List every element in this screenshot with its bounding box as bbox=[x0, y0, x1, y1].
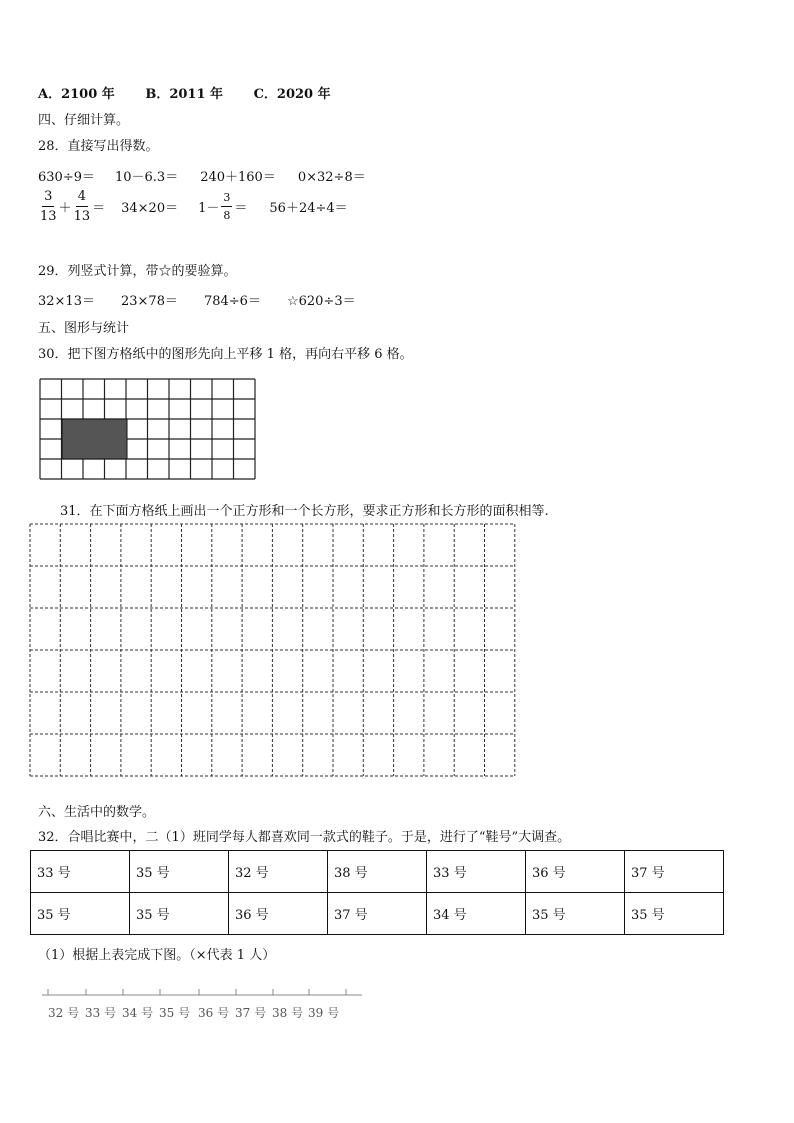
q32-title: 32．合唱比赛中，二（1）班同学每人都喜欢同一款式的鞋子。于是，进行了“鞋号”大调查。 bbox=[38, 830, 571, 845]
section-5-title: 五、图形与统计 bbox=[38, 321, 130, 336]
table-cell: 35 号 bbox=[130, 851, 229, 893]
calc-item: 32×13＝ bbox=[38, 294, 95, 309]
table-cell: 38 号 bbox=[328, 851, 427, 893]
axis-label: 32 号 bbox=[48, 1006, 80, 1020]
axis-label: 34 号 bbox=[122, 1006, 154, 1020]
table-cell: 35 号 bbox=[31, 893, 130, 935]
q31-title: 31．在下面方格纸上画出一个正方形和一个长方形，要求正方形和长方形的面积相等. bbox=[60, 504, 549, 519]
calc-item: 0×32÷8＝ bbox=[297, 170, 366, 185]
equals-sign: ＝ bbox=[234, 201, 248, 216]
table-cell: 35 号 bbox=[625, 893, 724, 935]
axis-ticks bbox=[48, 989, 346, 995]
q29-title: 29．列竖式计算，带☆的要验算。 bbox=[38, 264, 237, 279]
option-b: B．2011 年 bbox=[145, 87, 224, 102]
table-cell: 35 号 bbox=[130, 893, 229, 935]
table-cell: 36 号 bbox=[229, 893, 328, 935]
calc-item: 1－ bbox=[198, 201, 220, 216]
calc-item: ☆620÷3＝ bbox=[286, 294, 356, 309]
axis-label: 39 号 bbox=[308, 1006, 340, 1020]
table-cell: 36 号 bbox=[526, 851, 625, 893]
fraction: $\frac{3}{8}$ bbox=[223, 191, 231, 222]
section-6-title: 六、生活中的数学。 bbox=[38, 805, 156, 820]
axis-label: 37 号 bbox=[235, 1006, 267, 1020]
calc-item: 56＋24÷4＝ bbox=[269, 201, 348, 216]
q30-title: 30．把下图方格纸中的图形先向上平移 1 格，再向右平移 6 格。 bbox=[38, 347, 413, 362]
q32-sub1: （1）根据上表完成下图。（×代表 1 人） bbox=[38, 948, 276, 963]
calc-item: 34×20＝ bbox=[121, 201, 179, 216]
option-a: A．2100 年 bbox=[38, 87, 115, 102]
table-cell: 35 号 bbox=[526, 893, 625, 935]
calc-item: 240＋160＝ bbox=[200, 170, 276, 185]
calc-item: 23×78＝ bbox=[120, 294, 178, 309]
equals-sign: ＝ bbox=[92, 201, 106, 216]
table-cell: 37 号 bbox=[625, 851, 724, 893]
table-cell: 37 号 bbox=[328, 893, 427, 935]
axis-label: 35 号 bbox=[159, 1006, 191, 1020]
fraction: $\frac{3}{13}$ bbox=[40, 189, 57, 224]
plus-sign: ＋ bbox=[58, 201, 72, 216]
fraction: $\frac{4}{13}$ bbox=[73, 189, 91, 224]
calc-item: 784÷6＝ bbox=[203, 294, 261, 309]
table-cell: 33 号 bbox=[31, 851, 130, 893]
q28-title: 28．直接写出得数。 bbox=[38, 139, 159, 154]
table-cell: 34 号 bbox=[427, 893, 526, 935]
axis-label: 36 号 bbox=[198, 1006, 230, 1020]
calc-item: 630÷9＝ bbox=[38, 170, 95, 185]
calc-item: 10－6.3＝ bbox=[114, 170, 179, 185]
option-c: C．2020 年 bbox=[253, 87, 331, 102]
table-cell: 32 号 bbox=[229, 851, 328, 893]
table-cell: 33 号 bbox=[427, 851, 526, 893]
section-4-title: 四、仔细计算。 bbox=[38, 113, 130, 128]
axis-label: 33 号 bbox=[85, 1006, 117, 1020]
axis-label: 38 号 bbox=[272, 1006, 304, 1020]
